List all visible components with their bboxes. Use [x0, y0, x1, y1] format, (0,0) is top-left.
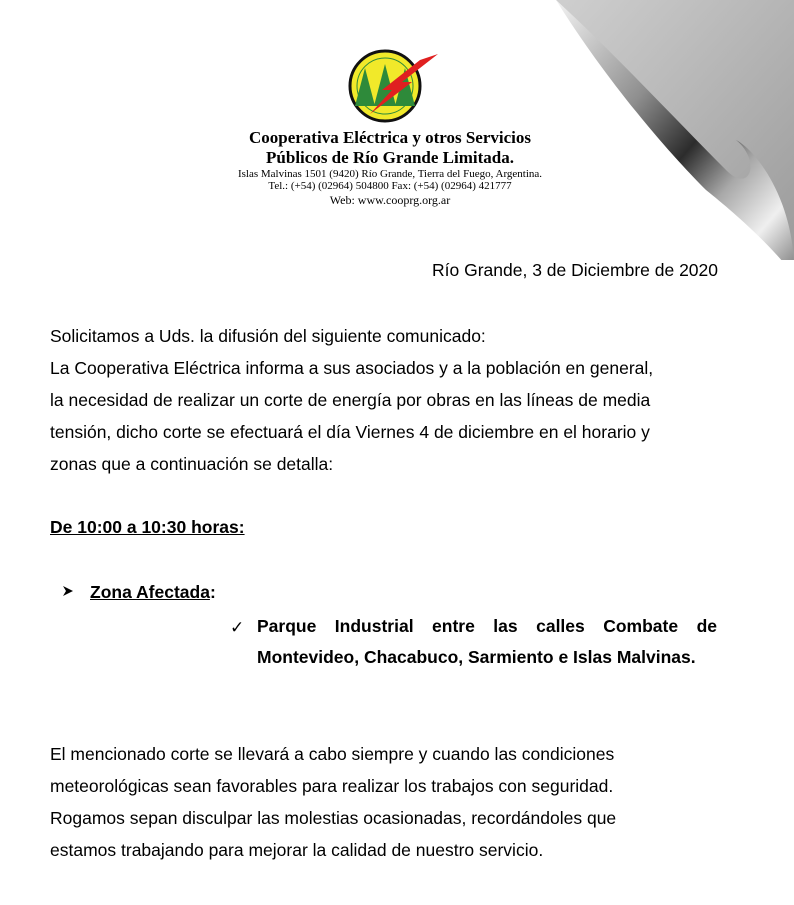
closing-line: El mencionado corte se llevará a cabo siempre y cuando las condiciones [50, 744, 615, 764]
closing-line: meteorológicas sean favorables para realizar los trabajos con seguridad. [50, 776, 614, 796]
affected-zone-bullet [62, 581, 216, 603]
intro-line: Solicitamos a Uds. la difusión del siguiente comunicado: [50, 326, 486, 346]
intro-line: la necesidad de realizar un corte de energía por obras en las líneas de media [50, 390, 651, 410]
closing-line: Rogamos sepan disculpar las molestias ocasionadas, recordándoles que [50, 808, 617, 828]
affected-zone-detail: Parque Industrial entre las calles Combate de Montevideo, Chacabuco, Sarmiento e Islas Malvinas. [257, 616, 717, 667]
arrow-bullet-icon [62, 581, 90, 603]
letterhead [180, 128, 600, 208]
org-name-line1: Cooperativa Eléctrica y otros Servicios [248, 128, 531, 147]
intro-line: tensión, dicho corte se efectuará el día Viernes 4 de diciembre en el horario y [50, 422, 650, 442]
org-name-line2: Públicos de Río Grande Limitada. [266, 148, 514, 167]
org-web: Web: www.cooprg.org.ar [329, 193, 451, 207]
check-mark-icon: ✓ [230, 618, 245, 637]
date-line: Río Grande, 3 de Diciembre de 2020 [432, 260, 718, 280]
intro-line: La Cooperativa Eléctrica informa a sus asociados y a la población en general, [50, 358, 654, 378]
intro-line: zonas que a continuación se detalla: [50, 454, 334, 474]
org-address: Islas Malvinas 1501 (9420) Río Grande, Tierra del Fuego, Argentina. [237, 168, 543, 180]
intro-paragraph [50, 320, 718, 480]
schedule-heading: De 10:00 a 10:30 horas: [50, 517, 245, 537]
closing-paragraph [50, 738, 718, 866]
affected-zone-label: Zona Afectada [90, 582, 210, 602]
closing-line: estamos trabajando para mejorar la calidad de nuestro servicio. [50, 840, 544, 860]
affected-zone-colon: : [209, 582, 216, 602]
org-phone: Tel.: (+54) (02964) 504800 Fax: (+54) (02964) 421777 [268, 180, 512, 192]
cooperative-logo [340, 48, 440, 124]
